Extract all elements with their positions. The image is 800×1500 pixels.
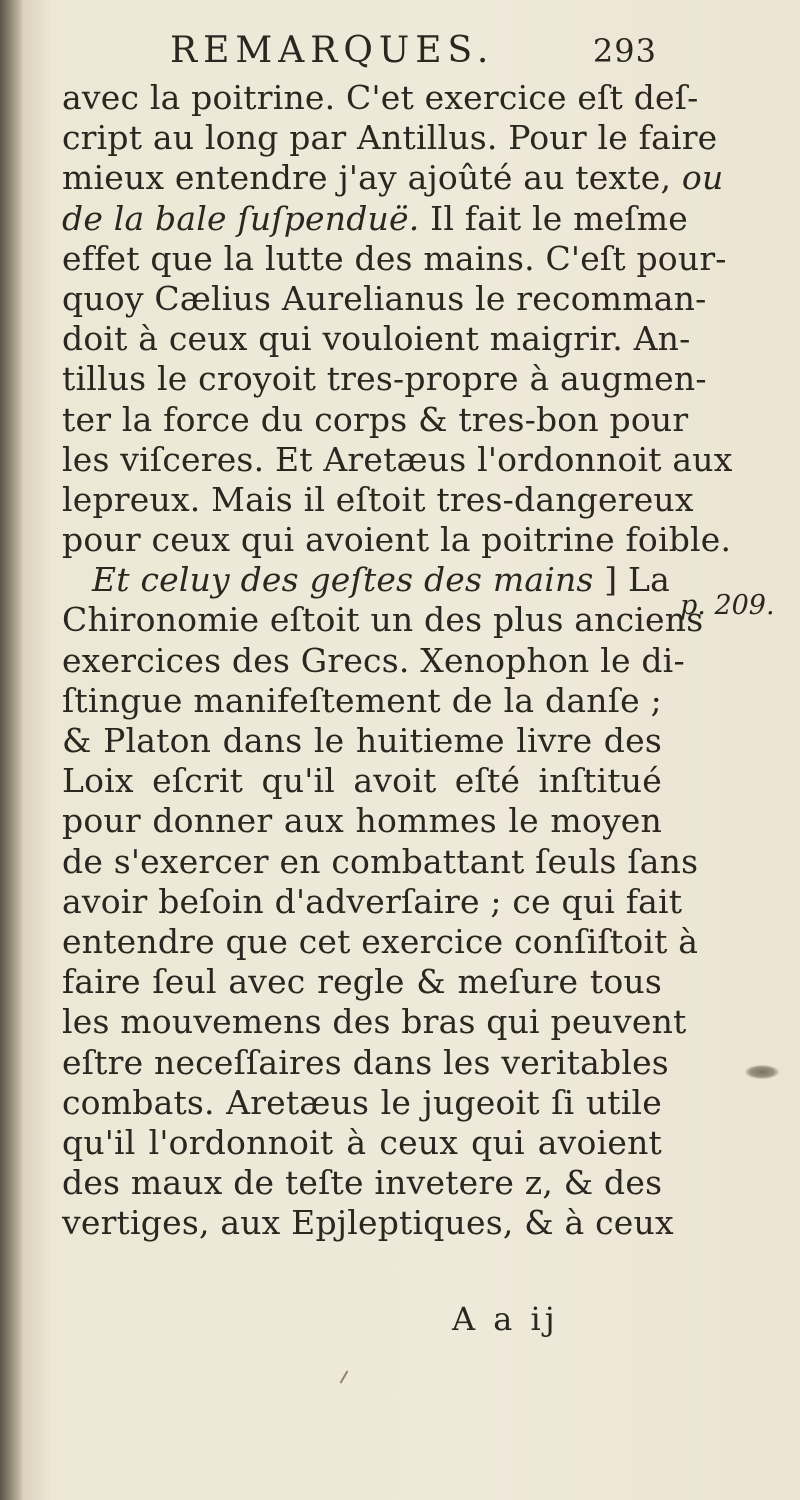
running-head: REMARQUES. (170, 30, 495, 71)
text-line: des maux de teſte invetere z, & des (62, 1163, 663, 1203)
text-line: pour donner aux hommes le moyen (62, 801, 662, 841)
italic-phrase: Et celuy des geſtes des mains (92, 560, 594, 600)
text-line: les mouvemens des bras qui peuvent (62, 1002, 687, 1042)
text-line: mieux entendre j'ay ajoûté au texte, ou (62, 158, 724, 198)
margin-note: p. 209. (680, 590, 775, 621)
text-line: entendre que cet exercice conſiſtoit à (62, 921, 699, 961)
italic-phrase: ou (681, 158, 724, 198)
text-line: qu'il l'ordonnoit à ceux qui avoient (62, 1122, 662, 1162)
text-line: ter la force du corps & tres-bon pour (62, 399, 689, 439)
italic-phrase: de la bale ſuſpenduë. (62, 198, 420, 238)
text-line: de la bale ſuſpenduë. Il fait le meſme (62, 198, 689, 238)
page-number: 293 (592, 32, 657, 70)
text-line: cript au long par Antillus. Pour le faire (62, 118, 718, 158)
page-edge (0, 0, 22, 1500)
text-line: tillus le croyoit tres-propre à augmen- (62, 359, 707, 399)
text-line: combats. Aretæus le jugeoit ſi utile (62, 1082, 662, 1122)
text-line: vertiges, aux Epjleptiques, & à ceux (62, 1203, 674, 1243)
text-line: avoir beſoin d'adverſaire ; ce qui fait (62, 881, 683, 921)
text-line: de s'exercer en combattant ſeuls ſans (62, 841, 699, 881)
text-line: Et celuy des geſtes des mains ] La (92, 560, 670, 600)
text-line: effet que la lutte des mains. C'eſt pour- (62, 238, 727, 278)
signature-mark: A a ij (452, 1300, 559, 1338)
ink-blot (745, 1065, 779, 1079)
text-line: quoy Cælius Aurelianus le recomman- (62, 278, 707, 318)
text-line: les viſceres. Et Aretæus l'ordonnoit aux (62, 439, 733, 479)
text-line: doit à ceux qui vouloient maigrir. An- (62, 319, 691, 359)
text-line: pour ceux qui avoient la poitrine foible. (62, 520, 732, 560)
text-line: & Platon dans le huitieme livre des (62, 721, 662, 760)
text-line: avec la poitrine. C'et exercice eſt deſ- (62, 78, 699, 117)
text-line: eſtre neceſſaires dans les veritables (62, 1042, 669, 1082)
text-line: ſtingue manifeſtement de la danſe ; (62, 680, 662, 720)
page-header (145, 30, 665, 80)
text-line: faire ſeul avec regle & meſure tous (62, 962, 662, 1002)
text-line: exercices des Grecs. Xenophon le di- (62, 640, 685, 680)
text-line: Loix eſcrit qu'il avoit eſté inſtitué (62, 761, 662, 801)
text-line: lepreux. Mais il eſtoit tres-dangereux (62, 479, 694, 519)
text-line: Chironomie eſtoit un des plus anciens (62, 600, 704, 640)
